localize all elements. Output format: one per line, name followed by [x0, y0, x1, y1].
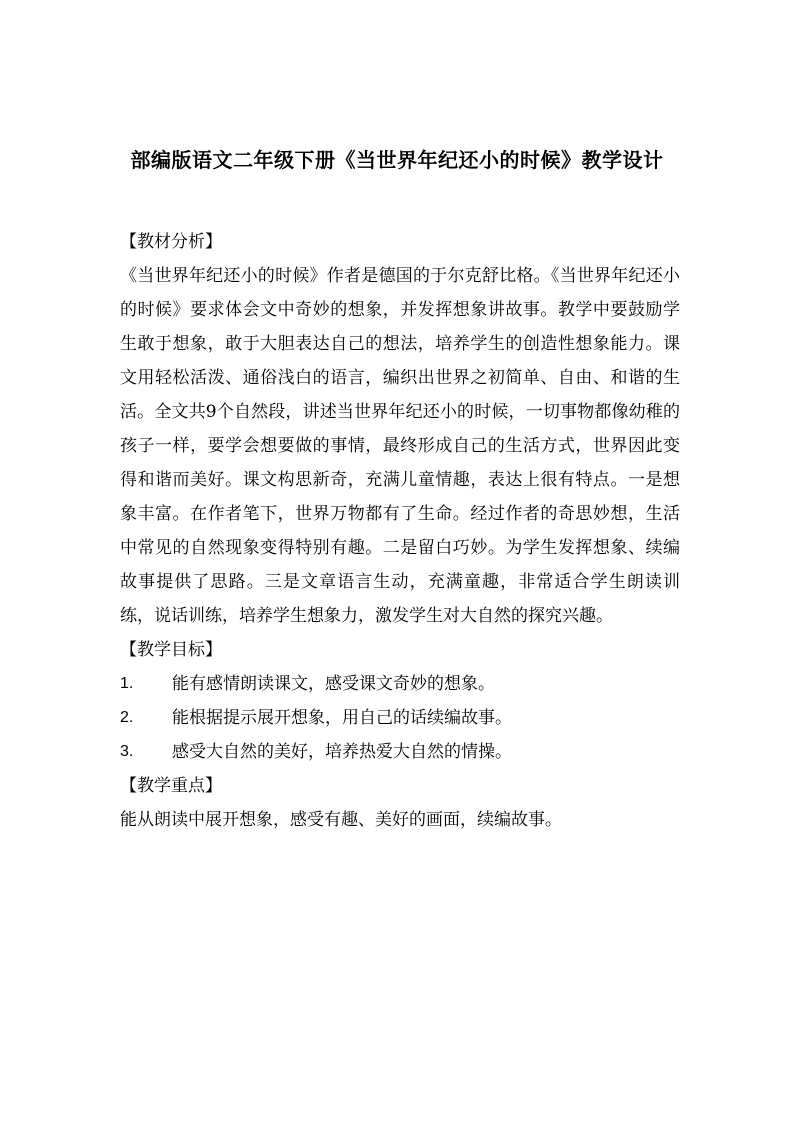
- list-item-number: 3.: [120, 743, 134, 760]
- list-item-number: 1.: [120, 675, 134, 692]
- document-title: 部编版语文二年级下册《当世界年纪还小的时候》教学设计: [130, 148, 664, 172]
- list-item-number: 2.: [120, 709, 134, 726]
- section-heading: 【教学目标】: [120, 640, 222, 660]
- list-item-text: 能有感情朗读课文，感受课文奇妙的想象。: [172, 674, 495, 694]
- list-item: [120, 735, 680, 769]
- list-item: [120, 667, 680, 701]
- list-item: [120, 701, 680, 735]
- list-item-text: 能根据提示展开想象，用自己的话续编故事。: [172, 708, 512, 728]
- section-heading: 【教学重点】: [120, 776, 222, 796]
- list-item-text: 感受大自然的美好，培养热爱大自然的情操。: [172, 742, 512, 762]
- section-material-analysis: [120, 225, 680, 633]
- section-teaching-goals: [120, 633, 680, 769]
- section-paragraph: 《当世界年纪还小的时候》作者是德国的于尔克舒比格。《当世界年纪还小的时候》要求体会文中奇妙的想象，并发挥想象讲故事。教学中要鼓励学生敢于想象，敢于大胆表达自己的想法，培养学生的创造性想象能力。课文用轻松活泼、通俗浅白的语言，编织出世界之初简单、自由、和谐的生活。全文共9个自然段，讲述当世界年纪还小的时候，一切事物都像幼稚的孩子一样，要学会想要做的事情，最终形成自己的生活方式，世界因此变得和谐而美好。课文构思新奇，充满儿童情趣，表达上很有特点。一是想象丰富。在作者笔下，世界万物都有了生命。经过作者的奇思妙想，生活中常见的自然现象变得特别有趣。二是留白巧妙。为学生发挥想象、续编故事提供了思路。三是文章语言生动，充满童趣，非常适合学生朗读训练，说话训练，培养学生想象力，激发学生对大自然的探究兴趣。: [120, 266, 680, 626]
- section-teaching-focus: [120, 769, 680, 837]
- section-heading: 【教材分析】: [120, 232, 222, 252]
- section-paragraph: 能从朗读中展开想象，感受有趣、美好的画面，续编故事。: [120, 810, 562, 830]
- document-body: [120, 225, 680, 837]
